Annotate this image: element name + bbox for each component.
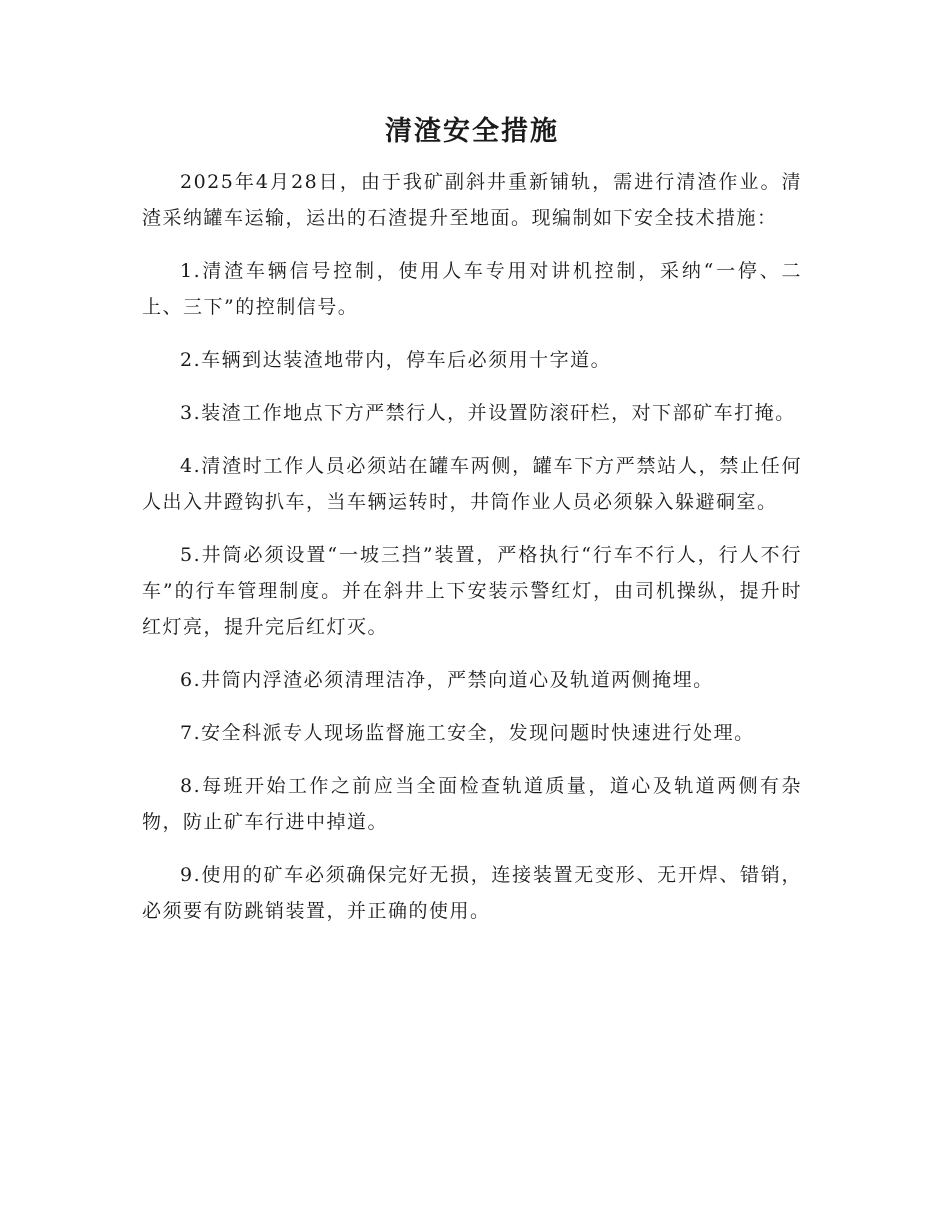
measure-item-7: 7.安全科派专人现场监督施工安全，发现问题时快速进行处理。 [180, 722, 755, 744]
measure-item-9: 9.使用的矿车必须确保完好无损，连接装置无变形、无开焊、错销，必须要有防跳销装置，并正确的使用。 [142, 864, 802, 922]
measure-item-8: 8.每班开始工作之前应当全面检查轨道质量，道心及轨道两侧有杂物，防止矿车行进中掉道。 [142, 775, 802, 833]
document-title: 清渣安全措施 [385, 116, 559, 147]
measure-item-4: 4.清渣时工作人员必须站在罐车两侧，罐车下方严禁站人，禁止任何人出入井蹬钩扒车，当车辆运转时，井筒作业人员必须躲入躲避硐室。 [142, 455, 802, 513]
measure-item-3: 3.装渣工作地点下方严禁行人，并设置防滚矸栏，对下部矿车打掩。 [180, 402, 796, 424]
document-page [142, 112, 802, 946]
measure-item-1: 1.清渣车辆信号控制，使用人车专用对讲机控制，采纳“一停、二上、三下”的控制信号。 [142, 260, 802, 318]
measure-item-2: 2.车辆到达装渣地带内，停车后必须用十字道。 [180, 349, 612, 371]
intro-paragraph: 2025年4月28日，由于我矿副斜井重新铺轨，需进行清渣作业。清渣采纳罐车运输，运出的石渣提升至地面。现编制如下安全技术措施： [142, 171, 802, 229]
measure-item-5: 5.井筒必须设置“一坡三挡”装置，严格执行“行车不行人，行人不行车”的行车管理制度。并在斜井上下安装示警红灯，由司机操纵，提升时红灯亮，提升完后红灯灭。 [142, 544, 802, 638]
measure-item-6: 6.井筒内浮渣必须清理洁净，严禁向道心及轨道两侧掩埋。 [180, 669, 714, 691]
